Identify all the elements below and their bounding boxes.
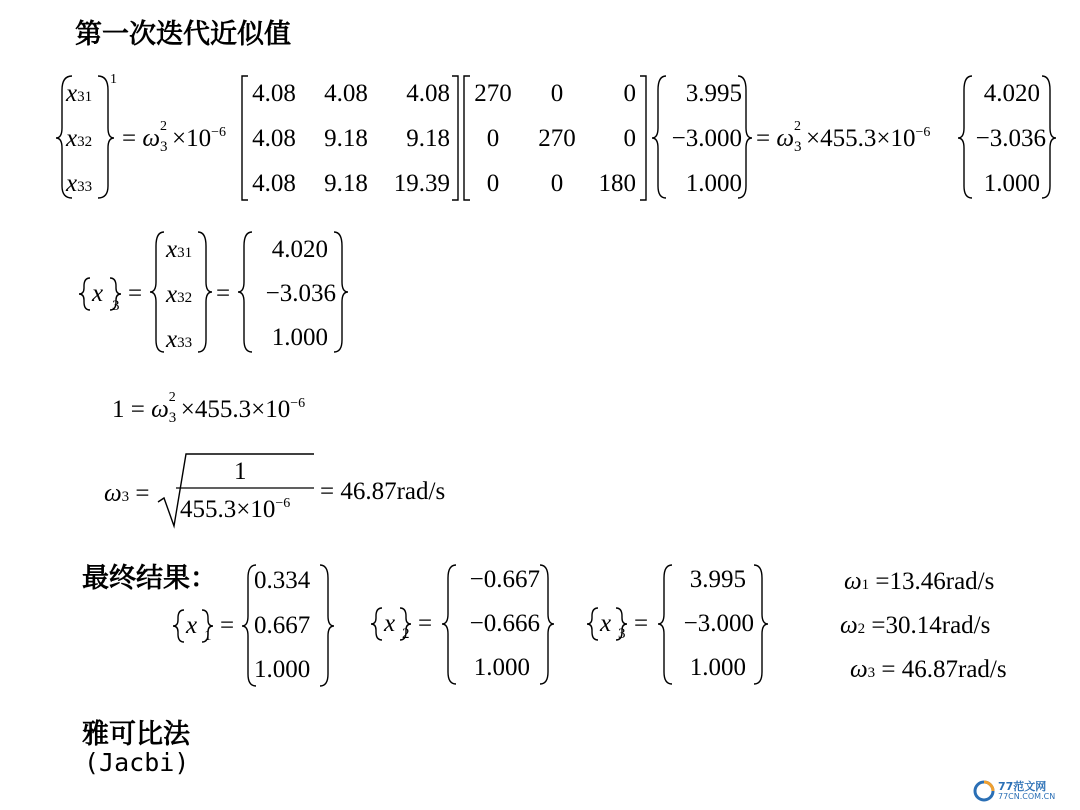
eq4-numerator: 1 [234, 458, 247, 485]
mode3-v1: 3.995 [689, 566, 746, 593]
mass-m13: 0 [623, 80, 636, 107]
flex-m33: 19.39 [393, 170, 450, 197]
result-v2: −3.036 [975, 125, 1046, 152]
result-v1: 4.020 [983, 80, 1040, 107]
watermark-name: 77范文网 [998, 780, 1047, 793]
watermark-url: 77CN.COM.CN [998, 792, 1056, 801]
mode3-equals: = [634, 610, 649, 637]
eq2-equals-2: = [216, 280, 231, 307]
mode2-v2: −0.666 [469, 610, 540, 637]
flex-m32: 9.18 [324, 170, 368, 197]
flex-m23: 9.18 [406, 125, 450, 152]
mode2-equals: = [418, 610, 433, 637]
flex-m12: 4.08 [324, 80, 368, 107]
mode1-sub: 1 [204, 628, 212, 644]
mode2-x: x [384, 610, 396, 637]
flex-m21: 4.08 [252, 125, 296, 152]
mass-m23: 0 [623, 125, 636, 152]
flex-m13: 4.08 [406, 80, 450, 107]
eq1-iteration-superscript: 1 [110, 72, 117, 87]
mass-m11: 270 [474, 80, 512, 107]
flex-m22: 9.18 [324, 125, 368, 152]
eq1-result-factor: = ω 3 2 $\times 455.3\times 10^{-6}$ [756, 119, 931, 155]
mass-m22: 270 [538, 125, 576, 152]
eq1-lhs-x31: x31 [66, 80, 93, 107]
mode3-sub: 3 [618, 626, 626, 642]
mode1-v2: 0.667 [254, 612, 311, 639]
eq4-result: = 46.87rad/s [320, 478, 446, 505]
eq2-lhs: x [92, 280, 104, 307]
eq2-v3: 1.000 [271, 324, 328, 351]
watermark-logo-icon [972, 779, 996, 803]
assumed-v2: −3.000 [671, 125, 742, 152]
result-v3: 1.000 [983, 170, 1040, 197]
eq2-x32: x32 [166, 281, 193, 308]
heading-jacobi-en: (Jacbi) [84, 748, 190, 777]
eq2-v1: 4.020 [271, 236, 328, 263]
mode3-v2: −3.000 [683, 610, 754, 637]
mode2-v1: −0.667 [469, 566, 540, 593]
freq-omega2: ω2 =30.14rad/s [840, 612, 991, 639]
freq-omega1: ω1 =13.46rad/s [844, 568, 995, 595]
mode1-v1: 0.334 [254, 567, 311, 594]
mode1-equals: = [220, 612, 235, 639]
heading-first-iteration: 第一次迭代近似值 [75, 19, 291, 50]
freq-omega3: ω3 = 46.87rad/s [850, 656, 1007, 683]
flex-m31: 4.08 [252, 170, 296, 197]
mode1-v3: 1.000 [254, 656, 311, 683]
eq2-x33: x33 [166, 326, 193, 353]
flex-m11: 4.08 [252, 80, 296, 107]
mode3-x: x [600, 610, 612, 637]
heading-final-results: 最终结果： [82, 563, 217, 594]
mode1-x: x [186, 612, 198, 639]
mode2-v3: 1.000 [473, 654, 530, 681]
mass-m21: 0 [486, 125, 500, 152]
mode2-sub: 2 [402, 626, 410, 642]
mass-m31: 0 [486, 170, 500, 197]
eq1-lhs-x33: x33 [66, 170, 93, 197]
heading-jacobi: 雅可比法 [82, 719, 190, 750]
eq3: 1 = ω 3 2 $\times 455.3\times 10^{-6}$ [112, 390, 306, 426]
mass-m32: 0 [550, 170, 564, 197]
eq1-omega-factor: = ω 3 2 $\times 10^{-6}$ [122, 119, 227, 155]
eq4-omega: ω3 = [104, 480, 150, 507]
eq2-lhs-sub: 3 [112, 298, 120, 314]
eq2-equals-1: = [128, 280, 143, 307]
assumed-v1: 3.995 [685, 80, 742, 107]
eq2-x31: x31 [166, 236, 193, 263]
assumed-v3: 1.000 [685, 170, 742, 197]
mass-m33: 180 [598, 170, 636, 197]
eq4-denominator: $455.3\times 10^{-6}$ [180, 496, 291, 523]
eq1-lhs-x32: x32 [66, 125, 93, 152]
watermark [972, 776, 1076, 806]
mode3-v3: 1.000 [689, 654, 746, 681]
mass-m12: 0 [550, 80, 564, 107]
eq2-v2: −3.036 [265, 280, 336, 307]
